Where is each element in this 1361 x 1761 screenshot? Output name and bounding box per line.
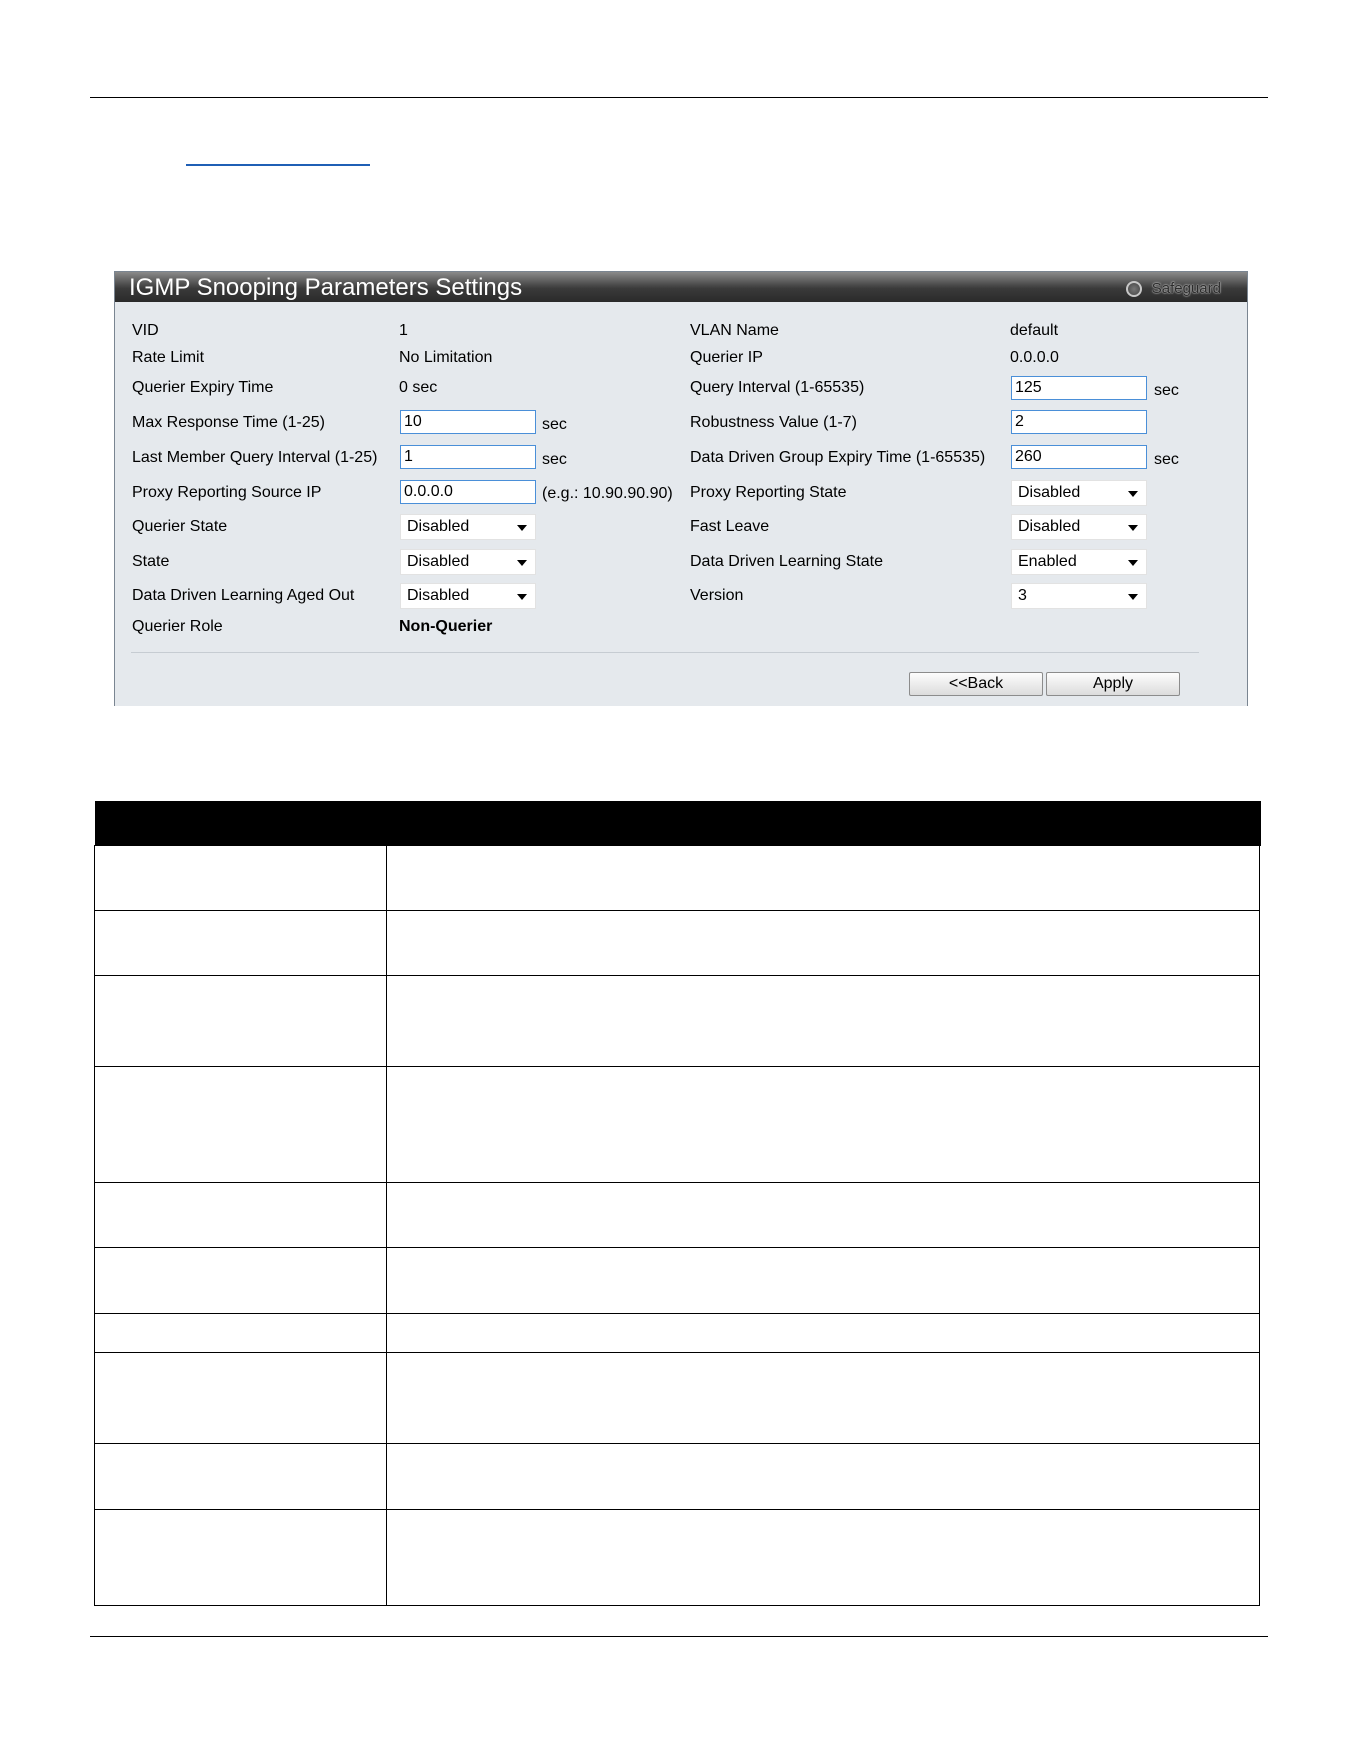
- table-row: [95, 1248, 1260, 1314]
- safeguard-indicator[interactable]: [1126, 280, 1221, 297]
- vid-label: VID: [132, 322, 159, 339]
- safeguard-status-icon: [1126, 281, 1142, 297]
- state-select[interactable]: [400, 549, 536, 575]
- proxy-source-ip-hint: (e.g.: 10.90.90.90): [542, 485, 673, 502]
- chevron-down-icon: [517, 560, 527, 566]
- panel-title: IGMP Snooping Parameters Settings: [129, 274, 523, 301]
- proxy-source-ip-input[interactable]: [400, 480, 536, 504]
- safeguard-label: Safeguard: [1151, 280, 1221, 297]
- chevron-down-icon: [517, 594, 527, 600]
- last-member-input[interactable]: [400, 445, 536, 469]
- table-row: [95, 976, 1260, 1067]
- chevron-down-icon: [1128, 491, 1138, 497]
- ddl-aged-out-select[interactable]: [400, 583, 536, 609]
- fast-leave-label: Fast Leave: [690, 518, 770, 535]
- querier-ip-label: Querier IP: [690, 349, 763, 366]
- panel-divider: [131, 652, 1199, 653]
- querier-expiry-label: Querier Expiry Time: [132, 379, 274, 396]
- table-row: [95, 911, 1260, 976]
- table-row: [95, 1067, 1260, 1183]
- last-member-unit: sec: [542, 451, 567, 468]
- version-label: Version: [690, 587, 744, 604]
- table-row: [95, 1183, 1260, 1248]
- robustness-input[interactable]: [1011, 410, 1147, 434]
- table-header-parameter: [95, 801, 387, 846]
- proxy-state-selected: Disabled: [1018, 484, 1081, 501]
- last-member-label: Last Member Query Interval (1-25): [132, 449, 378, 466]
- vid-value: 1: [399, 322, 408, 339]
- max-response-label: Max Response Time (1-25): [132, 414, 325, 431]
- ddl-aged-out-selected: Disabled: [407, 587, 470, 604]
- ddg-expiry-input[interactable]: [1011, 445, 1147, 469]
- chevron-down-icon: [1128, 560, 1138, 566]
- chevron-down-icon: [1128, 594, 1138, 600]
- ddl-aged-out-label: Data Driven Learning Aged Out: [132, 587, 355, 604]
- apply-button[interactable]: Apply: [1046, 672, 1180, 696]
- igmp-settings-panel: [114, 271, 1248, 706]
- rate-limit-label: Rate Limit: [132, 349, 205, 366]
- header-rule: [90, 97, 1268, 98]
- ddl-state-label: Data Driven Learning State: [690, 553, 883, 570]
- querier-state-label: Querier State: [132, 518, 228, 535]
- table-row: [95, 1444, 1260, 1510]
- table-row: [95, 1353, 1260, 1444]
- ddl-state-selected: Enabled: [1018, 553, 1077, 570]
- querier-state-select[interactable]: [400, 514, 536, 540]
- ddl-state-select[interactable]: [1011, 549, 1147, 575]
- chevron-down-icon: [517, 525, 527, 531]
- max-response-input[interactable]: [400, 410, 536, 434]
- table-row: [95, 1510, 1260, 1606]
- vlan-name-value: default: [1010, 322, 1059, 339]
- version-select[interactable]: [1011, 583, 1147, 609]
- query-interval-unit: sec: [1154, 382, 1179, 399]
- ddg-expiry-label: Data Driven Group Expiry Time (1-65535): [690, 449, 986, 466]
- panel-header: [115, 272, 1247, 302]
- querier-state-selected: Disabled: [407, 518, 470, 535]
- table-row: [95, 846, 1260, 911]
- fast-leave-select[interactable]: [1011, 514, 1147, 540]
- max-response-unit: sec: [542, 416, 567, 433]
- ddg-expiry-unit: sec: [1154, 451, 1179, 468]
- table-header-description: [387, 801, 1260, 846]
- footer-rule: [90, 1636, 1268, 1637]
- querier-role-value: Non-Querier: [399, 618, 493, 635]
- robustness-label: Robustness Value (1-7): [690, 414, 857, 431]
- chevron-down-icon: [1128, 525, 1138, 531]
- rate-limit-value: No Limitation: [399, 349, 493, 366]
- vlan-name-label: VLAN Name: [690, 322, 779, 339]
- querier-ip-value: 0.0.0.0: [1010, 349, 1059, 366]
- table-row: [95, 1314, 1260, 1353]
- proxy-source-ip-label: Proxy Reporting Source IP: [132, 484, 322, 501]
- back-button[interactable]: <<Back: [909, 672, 1043, 696]
- state-selected: Disabled: [407, 553, 470, 570]
- proxy-state-select[interactable]: [1011, 480, 1147, 506]
- query-interval-label: Query Interval (1-65535): [690, 379, 865, 396]
- version-selected: 3: [1018, 587, 1027, 604]
- section-link[interactable]: [186, 164, 370, 166]
- fast-leave-selected: Disabled: [1018, 518, 1081, 535]
- querier-role-label: Querier Role: [132, 618, 223, 635]
- query-interval-input[interactable]: [1011, 376, 1147, 400]
- proxy-state-label: Proxy Reporting State: [690, 484, 847, 501]
- parameter-description-table: [94, 801, 1261, 1606]
- querier-expiry-value: 0 sec: [399, 379, 438, 396]
- table-header-row: [95, 801, 1260, 846]
- state-label: State: [132, 553, 170, 570]
